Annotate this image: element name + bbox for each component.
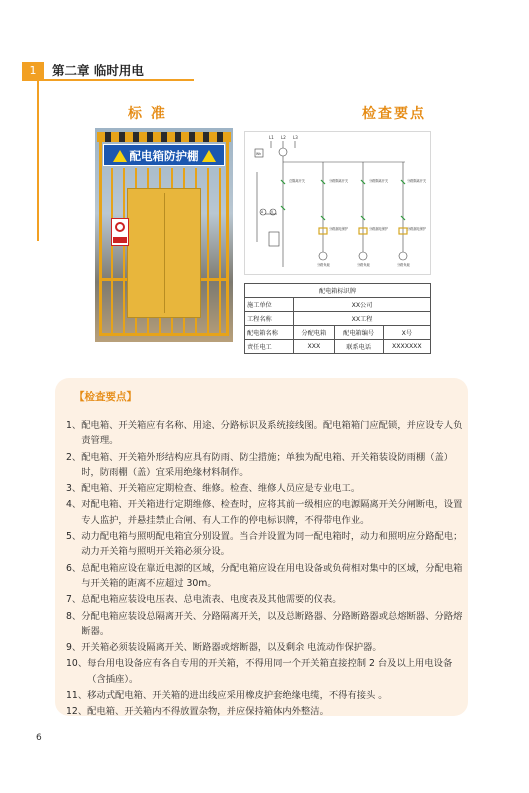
label-value: XX公司 — [294, 298, 431, 312]
list-item: 5、 动力配电箱与照明配电箱宜分别设置。当合并设置为同一配电箱时，动力和照明应分路配电；动力开关箱与照明开关箱必须分设。 — [66, 531, 463, 558]
label-value: XXXXXXX — [383, 340, 430, 354]
label-key: 配电箱名称 — [245, 326, 294, 340]
meter-label: V — [271, 210, 274, 214]
label-key: 联系电话 — [334, 340, 383, 354]
phase-label: L2 — [281, 135, 286, 140]
meter-label: Wh — [256, 152, 262, 156]
label-value: 分配电箱 — [294, 326, 335, 340]
left-accent-bar — [37, 79, 39, 241]
label-key: 责任电工 — [245, 340, 294, 354]
list-item: 10、 每台用电设备应有各自专用的开关箱，不得用同一个开关箱直接控制 2 台及以上用电设备（含插座）。 — [66, 658, 453, 685]
device-label: 总隔离开关 — [289, 179, 305, 183]
warning-plate — [111, 218, 129, 246]
shelter-sign — [103, 144, 225, 166]
warning-icon — [202, 150, 216, 162]
inspection-heading: 检查要点 — [362, 106, 426, 122]
device-label: 分路隔离开关 — [329, 179, 349, 183]
list-item: 7、 总配电箱应装设电压表、总电流表、电度表及其他需要的仪表。 — [66, 594, 342, 606]
warning-icon — [113, 150, 127, 162]
device-label: 分路隔离开关 — [369, 179, 389, 183]
list-item: 9、 开关箱必须装设隔离开关、断路器或熔断器，以及剩余 电流动作保护器。 — [66, 642, 382, 654]
distribution-box-label-table — [244, 283, 431, 354]
inspection-points-list — [66, 418, 466, 721]
label-value: XXX — [294, 340, 335, 354]
load-label: 分路负载 — [357, 263, 370, 267]
list-item: 3、 配电箱、开关箱应定期检查、维修。检查、维修人员应是专业电工。 — [66, 483, 361, 495]
page-number: 6 — [36, 733, 42, 743]
chapter-title: 第二章 临时用电 — [52, 63, 144, 78]
list-item: 4、 对配电箱、开关箱进行定期维修、检查时，应将其前一级相应的电源隔离开关分闸断电，设置专人监护，并悬挂禁止合闸、有人工作的停电标识牌，不得带电作业。 — [66, 499, 463, 526]
header-rule — [22, 79, 194, 81]
label-value: XX工程 — [294, 312, 431, 326]
list-item: 12、 配电箱、开关箱内不得放置杂物，并应保持箱体内外整洁。 — [66, 706, 329, 718]
inspection-points-title: 【检查要点】 — [74, 391, 137, 403]
label-key: 工程名称 — [245, 312, 294, 326]
device-label: 分路漏电保护 — [369, 227, 389, 231]
device-label: 分路漏电保护 — [329, 227, 349, 231]
wiring-diagram-svg — [245, 132, 432, 276]
list-item: 1、 配电箱、开关箱应有名称、用途、分路标识及系统接线图。配电箱箱门应配锁，并应设专人负责管理。 — [66, 420, 463, 447]
label-key: 配电箱编号 — [334, 326, 383, 340]
list-item: 11、 移动式配电箱、开关箱的进出线应采用橡皮护套绝缘电缆，不得有接头 。 — [66, 690, 388, 702]
shelter-sign-text: 配电箱防护棚 — [129, 149, 199, 163]
list-item: 2、 配电箱、开关箱外形结构应具有防雨、防尘措施；单独为配电箱、开关箱装设防雨棚（盖）时，防雨棚（盖）宜采用绝缘材料制作。 — [66, 451, 454, 478]
list-item: 8、 分配电箱应装设总隔离开关、分路隔离开关，以及总断路器、分路断路器或总熔断器、分路熔断器。 — [66, 610, 463, 637]
load-label: 分路负载 — [317, 263, 330, 267]
shelter-roof — [97, 132, 231, 142]
standard-heading: 标 准 — [128, 106, 167, 122]
distribution-cabinet — [127, 188, 201, 318]
label-key: 施工单位 — [245, 298, 294, 312]
label-table-title: 配电箱标识牌 — [245, 284, 431, 298]
chapter-number-badge: 1 — [22, 62, 44, 80]
load-label: 分路负载 — [397, 263, 410, 267]
phase-label: L3 — [293, 135, 298, 140]
shelter-photo — [95, 128, 233, 342]
phase-label: L1 — [269, 135, 274, 140]
wiring-diagram — [244, 131, 431, 275]
meter-label: A — [261, 210, 264, 214]
device-label: 分路隔离开关 — [407, 179, 427, 183]
list-item: 6、 总配电箱应设在靠近电源的区域，分配电箱应设在用电设备或负荷相对集中的区域，分配电箱与开关箱的距离不应超过 30m。 — [66, 562, 463, 589]
label-value: X号 — [383, 326, 430, 340]
device-label: 分路漏电保护 — [407, 227, 427, 231]
